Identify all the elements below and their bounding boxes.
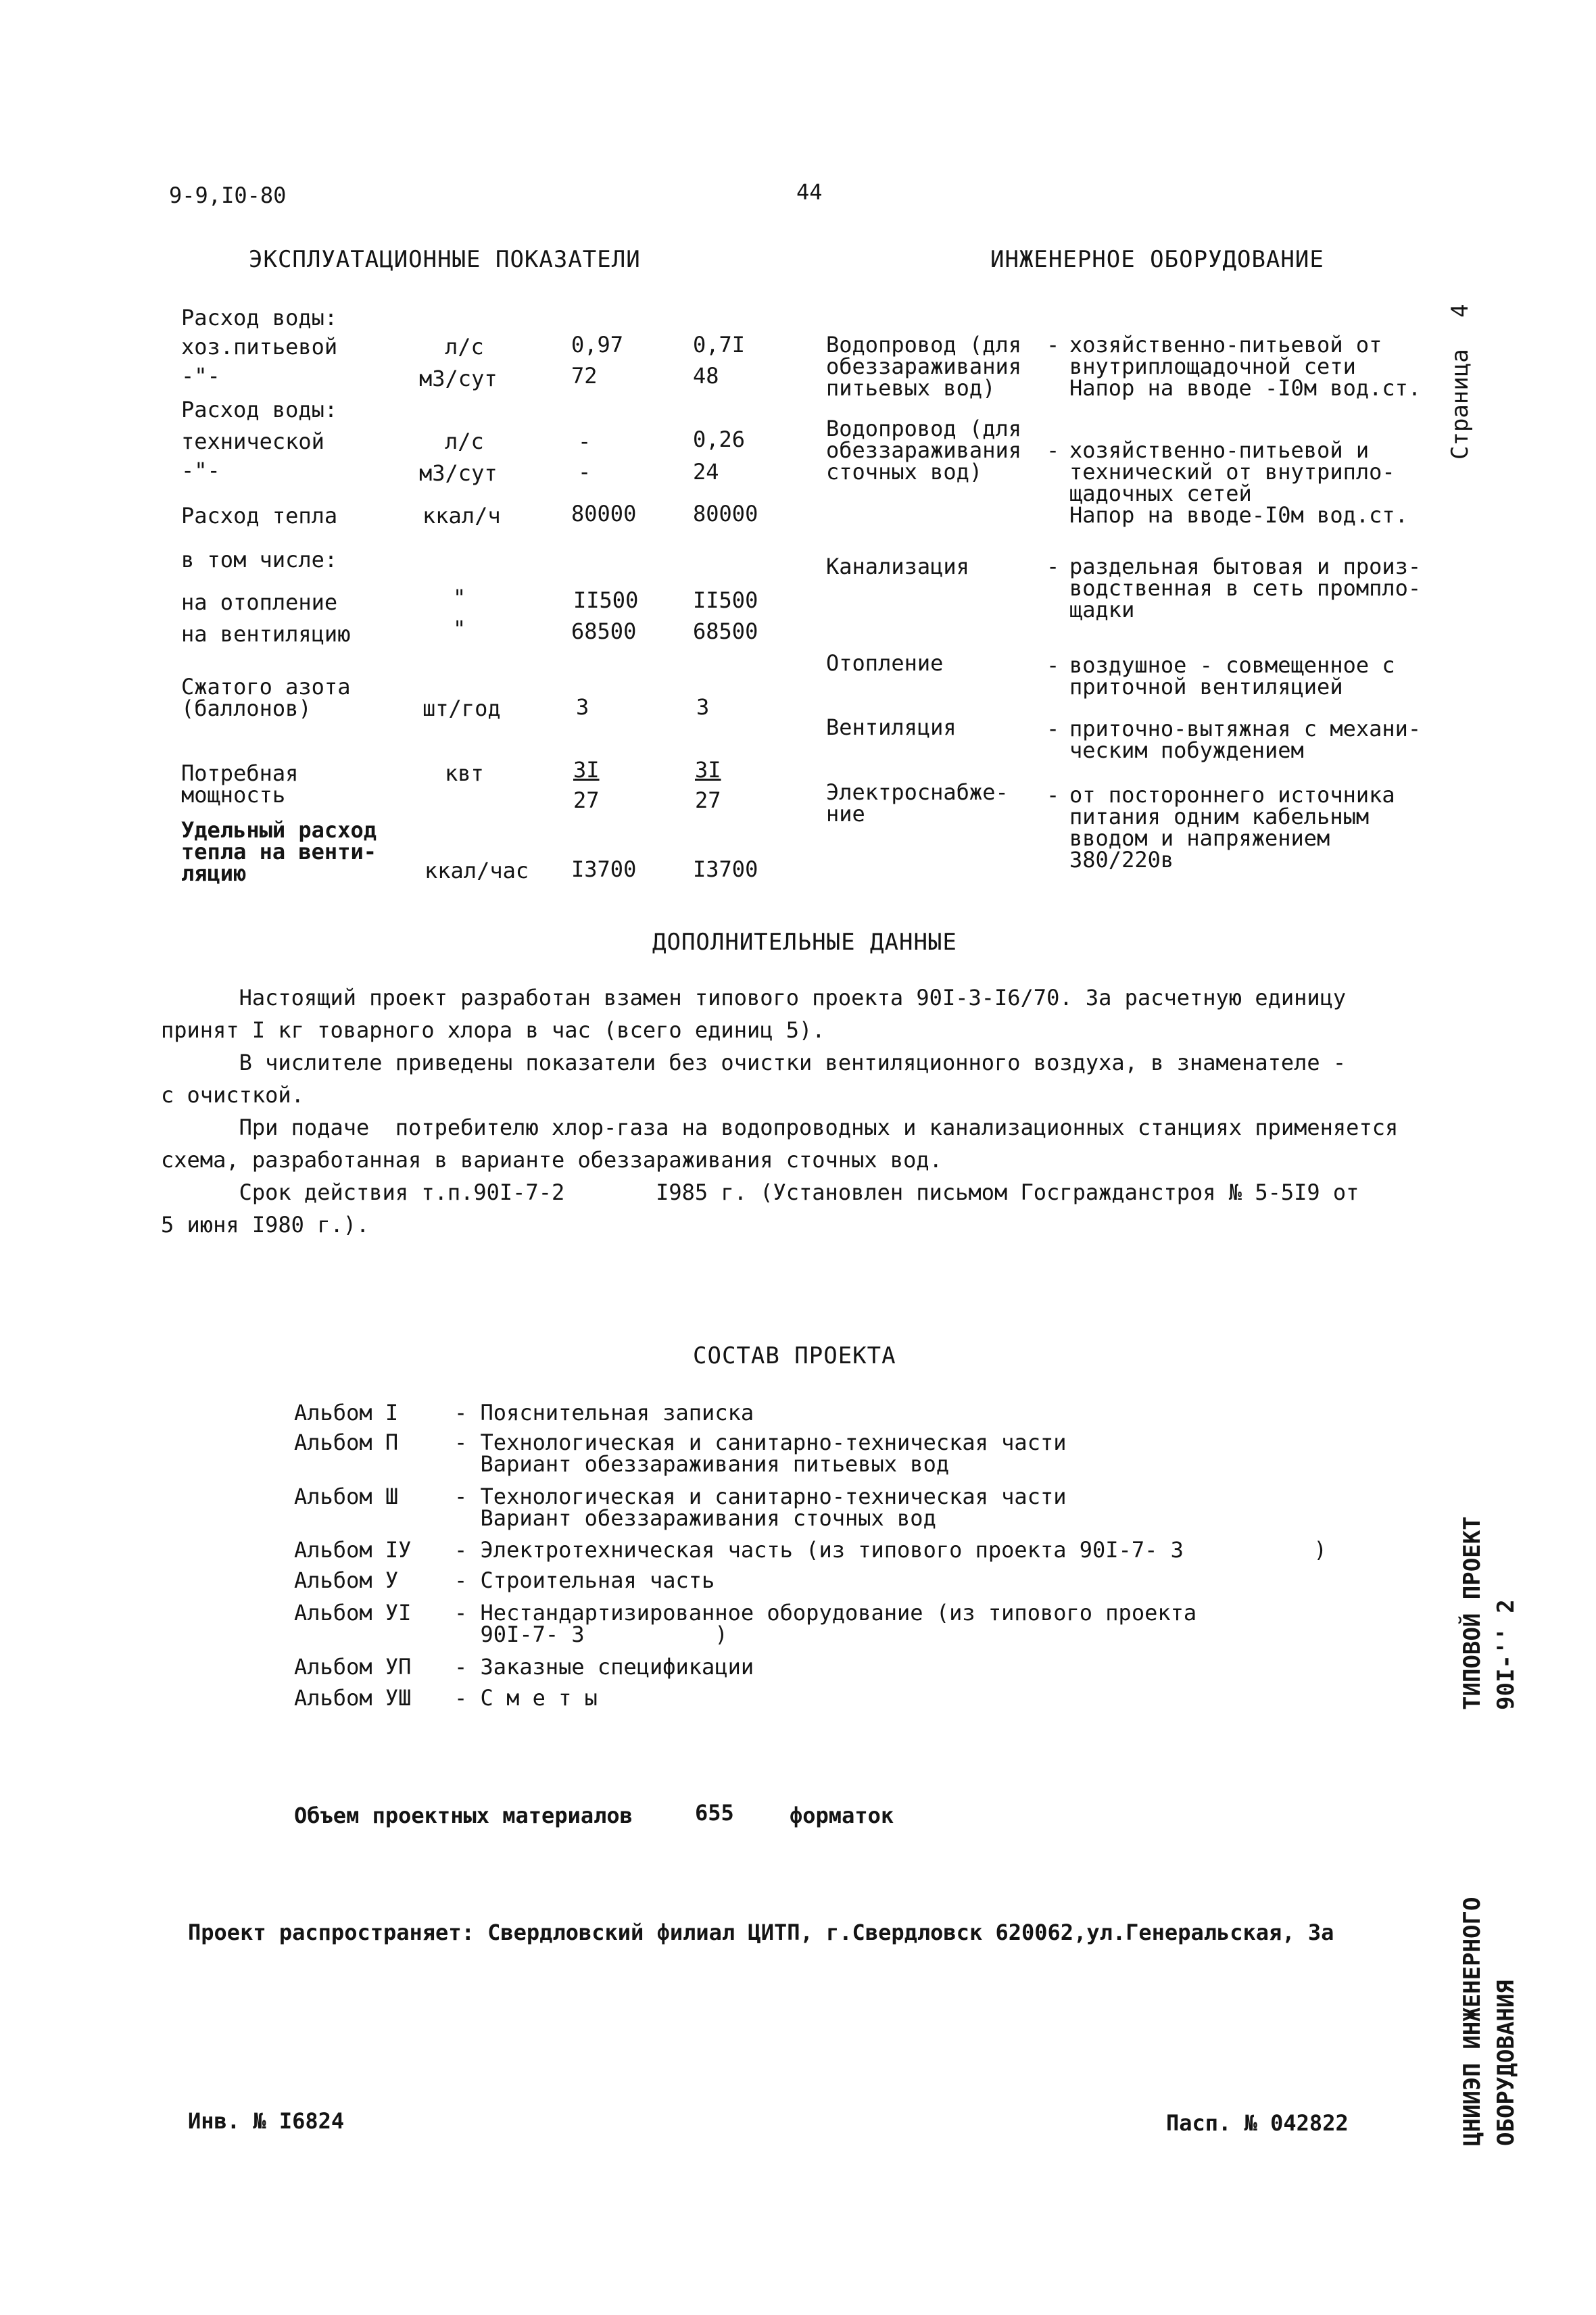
row-value-2: II500 xyxy=(693,587,758,613)
album-name: Альбом УШ xyxy=(294,1685,412,1711)
row-value-2-denominator: 27 xyxy=(695,787,721,813)
row-value-1: 80000 xyxy=(571,501,637,527)
row-label: технической xyxy=(181,429,324,454)
row-label: на вентиляцию xyxy=(181,621,351,647)
equipment-description: хозяйственно-питьевой от внутриплощадочной сети Напор на вводе -I0м вод.ст. xyxy=(1069,332,1422,401)
row-label: Расход воды: xyxy=(181,305,338,331)
equipment-dash: - xyxy=(1046,332,1060,358)
page-number: 44 xyxy=(796,179,823,205)
side-page-label: Страница xyxy=(1447,349,1474,460)
album-description: - Технологическая и санитарно-техническая части Вариант обеззараживания сточных вод xyxy=(454,1484,1067,1531)
distributor-line: Проект распространяет: Свердловский филиал ЦИТП, г.Свердловск 620062,ул.Генеральская, 3а xyxy=(188,1920,1334,1945)
row-label: Удельный расход тепла на венти- ляцию xyxy=(181,817,377,886)
side-project-label: ТИПОВОЙ ПРОЕКТ xyxy=(1459,1516,1486,1710)
row-unit: м3/сут xyxy=(419,460,498,486)
album-description: - Электротехническая часть (из типового проекта 90I-7- 3 ) xyxy=(454,1537,1327,1563)
album-name: Альбом Ш xyxy=(294,1484,399,1509)
album-description: - Строительная часть xyxy=(454,1567,715,1593)
equipment-description: приточно-вытяжная с механи- ческим побуждением xyxy=(1069,716,1422,763)
row-value-1: 68500 xyxy=(571,618,637,644)
equipment-description: воздушное - совмещенное с приточной вентиляцией xyxy=(1069,652,1395,700)
album-name: Альбом ІУ xyxy=(294,1537,412,1563)
equipment-name: Электроснабже- ние xyxy=(826,779,1009,827)
side-page-number: 4 xyxy=(1447,303,1474,318)
row-unit: " xyxy=(453,616,466,641)
paragraph-line: с очисткой. xyxy=(161,1082,304,1108)
side-org-line-2: ОБОРУДОВАНИЯ xyxy=(1493,1980,1520,2146)
row-value-1-denominator: 27 xyxy=(573,787,600,813)
paragraph-line: При подаче потребителю хлор-газа на водопроводных и канализационных станциях применяется xyxy=(161,1115,1399,1140)
row-unit: квт xyxy=(445,760,484,786)
paragraph-line: В числителе приведены показатели без очистки вентиляционного воздуха, в знаменателе - xyxy=(161,1050,1347,1075)
equipment-name: Канализация xyxy=(826,554,969,579)
volume-label: Объем проектных материалов xyxy=(294,1803,633,1828)
album-name: Альбом П xyxy=(294,1430,399,1455)
inventory-number: Инв. № I6824 xyxy=(188,2108,345,2134)
equipment-dash: - xyxy=(1046,437,1060,463)
side-org-line-1: ЦНИИЭП ИНЖЕНЕРНОГО xyxy=(1459,1897,1486,2146)
row-label: хоз.питьевой xyxy=(181,334,338,360)
row-value-1: - xyxy=(578,429,591,454)
row-value-2-numerator: 3I xyxy=(695,757,721,783)
row-value-2: 48 xyxy=(693,363,719,389)
row-value-1: II500 xyxy=(573,587,639,613)
row-value-2: 80000 xyxy=(693,501,758,527)
album-name: Альбом У xyxy=(294,1567,399,1593)
row-value-2: 0,7I xyxy=(693,332,746,358)
additional-title: ДОПОЛНИТЕЛЬНЫЕ ДАННЫЕ xyxy=(652,929,957,956)
equipment-description: хозяйственно-питьевой и технический от внутрипло- щадочных сетей Напор на вводе-I0м вод.ст. xyxy=(1069,437,1408,528)
row-unit: м3/сут xyxy=(419,366,498,391)
row-label: Сжатого азота (баллонов) xyxy=(181,674,351,721)
operational-title: ЭКСПЛУАТАЦИОННЫЕ ПОКАЗАТЕЛИ xyxy=(249,246,641,273)
equipment-name: Вентиляция xyxy=(826,714,957,740)
row-value-2: 24 xyxy=(693,459,719,485)
row-unit: шт/год xyxy=(422,696,501,721)
equipment-dash: - xyxy=(1046,716,1060,741)
row-label: в том числе: xyxy=(181,547,338,572)
row-unit: л/с xyxy=(445,429,484,454)
row-label: -"- xyxy=(181,363,220,389)
row-label: Потребная мощность xyxy=(181,760,299,808)
row-label: Расход воды: xyxy=(181,397,338,422)
equipment-name: Водопровод (для обеззараживания сточных вод) xyxy=(826,416,1021,485)
album-description: - Нестандартизированное оборудование (из типового проекта 90I-7- 3 ) xyxy=(454,1600,1197,1647)
equipment-description: раздельная бытовая и произ- водственная в сеть промпло- щадки xyxy=(1069,554,1422,623)
paragraph-line: Срок действия т.п.90I-7-2 I985 г. (Установлен письмом Госгражданстроя № 5-5I9 от xyxy=(161,1179,1359,1205)
album-name: Альбом I xyxy=(294,1400,399,1425)
row-value-2: 0,26 xyxy=(693,427,746,452)
equipment-name: Водопровод (для обеззараживания питьевых вод) xyxy=(826,332,1021,401)
equipment-dash: - xyxy=(1046,554,1060,579)
row-unit: ккал/ч xyxy=(422,503,501,529)
row-value-1: I3700 xyxy=(571,856,637,882)
row-unit: ккал/час xyxy=(425,858,529,883)
equipment-name: Отопление xyxy=(826,650,944,676)
composition-title: СОСТАВ ПРОЕКТА xyxy=(693,1342,896,1369)
paragraph-line: Настоящий проект разработан взамен типового проекта 90I-3-I6/70. За расчетную единицу xyxy=(161,985,1347,1010)
row-label: на отопление xyxy=(181,589,338,615)
album-description: - Технологическая и санитарно-техническая части Вариант обеззараживания питьевых вод xyxy=(454,1430,1067,1477)
equipment-dash: - xyxy=(1046,652,1060,678)
row-value-1-numerator: 3I xyxy=(573,757,600,783)
row-value-1: 3 xyxy=(576,694,589,720)
paragraph-line: схема, разработанная в варианте обеззараживания сточных вод. xyxy=(161,1147,942,1173)
equipment-dash: - xyxy=(1046,782,1060,808)
album-name: Альбом УП xyxy=(294,1654,412,1680)
album-name: Альбом УI xyxy=(294,1600,412,1626)
row-value-1: 72 xyxy=(571,363,598,389)
row-value-2: 3 xyxy=(696,694,710,720)
row-value-1: 0,97 xyxy=(571,332,624,358)
album-description: - С м е т ы xyxy=(454,1685,598,1711)
row-unit: л/с xyxy=(445,334,484,360)
row-value-2: 68500 xyxy=(693,618,758,644)
paragraph-line: принят I кг товарного хлора в час (всего единиц 5). xyxy=(161,1017,825,1043)
row-label: Расход тепла xyxy=(181,503,338,529)
album-description: - Заказные спецификации xyxy=(454,1654,754,1680)
passport-number: Пасп. № 042822 xyxy=(1166,2110,1349,2136)
row-unit: " xyxy=(453,585,466,610)
volume-value: 655 xyxy=(695,1800,734,1826)
album-description: - Пояснительная записка xyxy=(454,1400,754,1425)
row-value-2: I3700 xyxy=(693,856,758,882)
document-code: 9-9,I0-80 xyxy=(169,182,287,208)
equipment-description: от постороннего источника питания одним кабельным вводом и напряжением 380/220в xyxy=(1069,782,1395,873)
side-project-code: 90I-'' 2 xyxy=(1493,1599,1520,1710)
engineering-title: ИНЖЕНЕРНОЕ ОБОРУДОВАНИЕ xyxy=(990,246,1324,273)
volume-unit: форматок xyxy=(790,1803,894,1828)
row-label: -"- xyxy=(181,458,220,483)
row-value-1: - xyxy=(578,459,591,485)
paragraph-line: 5 июня I980 г.). xyxy=(161,1212,370,1238)
